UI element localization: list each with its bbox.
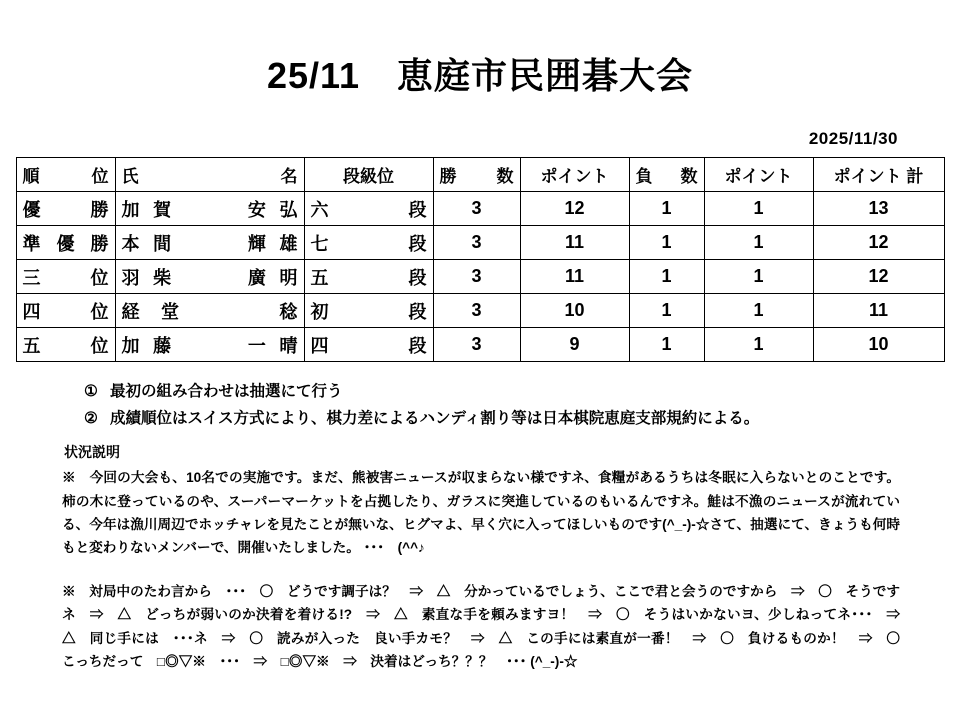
cell-loss-points: 1 [704, 328, 813, 362]
cell-dan: 七 段 [304, 226, 433, 260]
column-header-wins: 勝 数 [433, 158, 520, 192]
cell-losses: 1 [629, 294, 704, 328]
cell-total-points: 11 [813, 294, 944, 328]
cell-rank: 優 勝 [16, 192, 115, 226]
cell-wins: 3 [433, 260, 520, 294]
cell-losses: 1 [629, 226, 704, 260]
cell-dan: 六 段 [304, 192, 433, 226]
situation-paragraph: ※ 今回の大会も、10名での実施です。まだ、熊被害ニュースが収まらない様ですネ、食糧があるうちは冬眠に入らないとのことです。柿の木に登っているのや、スーパーマーケットを占拠したり、ガラスに突進しているのもいるんですネ。鮭は不漁のニュースが流れている、今年は漁川周辺でホッチャレを見たことが無いな、ヒグマよ、早く穴に入ってほしいものです(^_-)-☆さて、抽選にて、きょうも何時もと変わりないメンバーで、開催いたしました。 ･･･ (^^♪ [62, 470, 900, 556]
note-item [84, 378, 960, 405]
cell-total-points: 10 [813, 328, 944, 362]
cell-name: 経堂 稔 [115, 294, 304, 328]
dialogue-paragraph: ※ 対局中のたわ言から ･･･ 〇 どうです調子は？ ⇒ △ 分かっているでしょう、ここで君と会うのですから ⇒ 〇 そうですネ ⇒ △ どっちが弱いのか決着を着ける!? ⇒ △ 素直な手を頼みますヨ！ ⇒ 〇 そうはいかないヨ、少しねってネ･･･ ⇒ △ 同じ手には ･･･ネ ⇒ 〇 読みが入った 良い手カモ？ ⇒ △ この手には素直が一番！ ⇒ 〇 負けるものか！ ⇒ 〇 こっちだって □◎▽※ ･･･ ⇒ □◎▽※ ⇒ 決着はどっち？？？ ･･･ (^_-)-☆ [62, 583, 914, 669]
cell-name: 加賀 安弘 [115, 192, 304, 226]
cell-name: 羽柴 廣明 [115, 260, 304, 294]
column-header-win-points: ポイント [520, 158, 629, 192]
table-row [16, 294, 944, 328]
column-header-losses: 負 数 [629, 158, 704, 192]
cell-total-points: 13 [813, 192, 944, 226]
cell-win-points: 10 [520, 294, 629, 328]
cell-wins: 3 [433, 294, 520, 328]
cell-win-points: 11 [520, 260, 629, 294]
table-row [16, 226, 944, 260]
document-page [0, 48, 960, 726]
column-header-loss-points: ポイント [704, 158, 813, 192]
results-table [16, 157, 945, 362]
note-text: 成績順位はスイス方式により、棋力差によるハンディ割り等は日本棋院恵庭支部規約による。 [110, 410, 760, 428]
rules-notes [84, 378, 960, 432]
cell-loss-points: 1 [704, 192, 813, 226]
cell-total-points: 12 [813, 260, 944, 294]
table-header-row [16, 158, 944, 192]
cell-dan: 初 段 [304, 294, 433, 328]
table-row [16, 328, 944, 362]
cell-wins: 3 [433, 192, 520, 226]
table-row [16, 260, 944, 294]
cell-win-points: 9 [520, 328, 629, 362]
column-header-total-points: ポイント 計 [813, 158, 944, 192]
cell-dan: 四 段 [304, 328, 433, 362]
cell-name: 加藤 一晴 [115, 328, 304, 362]
cell-wins: 3 [433, 226, 520, 260]
cell-dan: 五 段 [304, 260, 433, 294]
note-item [84, 405, 960, 432]
page-title: 25/11 恵庭市民囲碁大会 [266, 55, 694, 96]
cell-name: 本間 輝雄 [115, 226, 304, 260]
cell-rank: 五 位 [16, 328, 115, 362]
cell-total-points: 12 [813, 226, 944, 260]
cell-rank: 準優勝 [16, 226, 115, 260]
cell-win-points: 11 [520, 226, 629, 260]
cell-loss-points: 1 [704, 260, 813, 294]
cell-wins: 3 [433, 328, 520, 362]
column-header-dan: 段級位 [304, 158, 433, 192]
cell-loss-points: 1 [704, 294, 813, 328]
note-text: 最初の組み合わせは抽選にて行う [110, 383, 343, 400]
cell-losses: 1 [629, 192, 704, 226]
cell-rank: 三 位 [16, 260, 115, 294]
column-header-rank: 順 位 [16, 158, 115, 192]
note-number: ② [84, 410, 98, 428]
column-header-name: 氏 名 [115, 158, 304, 192]
cell-win-points: 12 [520, 192, 629, 226]
cell-loss-points: 1 [704, 226, 813, 260]
cell-losses: 1 [629, 260, 704, 294]
cell-losses: 1 [629, 328, 704, 362]
table-row [16, 192, 944, 226]
cell-rank: 四 位 [16, 294, 115, 328]
situation-label: 状況説明 [64, 444, 120, 461]
note-number: ① [84, 383, 98, 400]
document-date: 2025/11/30 [808, 129, 898, 148]
